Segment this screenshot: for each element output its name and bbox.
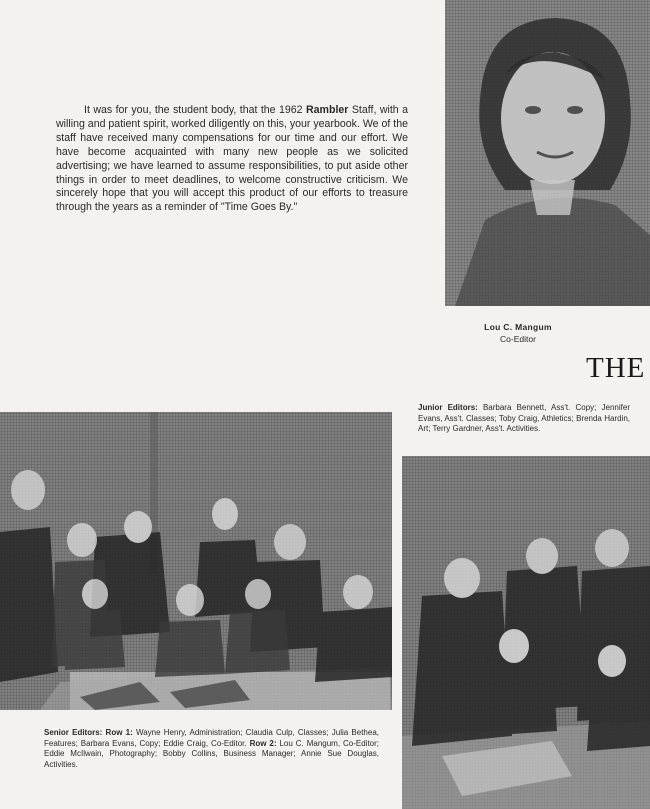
portrait-figure [445, 0, 650, 306]
junior-editors-caption [418, 403, 630, 435]
intro-lead: It was for you, the student body, that the 1962 [84, 104, 303, 116]
senior-photo-scene [0, 412, 392, 710]
section-headline: THE [586, 352, 646, 384]
senior-caption-label: Senior Editors: Row 1: [44, 728, 133, 737]
senior-caption-row2-label: Row 2: [249, 738, 277, 748]
portrait-caption-role: Co-Editor [500, 334, 536, 344]
portrait-caption-name: Lou C. Mangum [484, 322, 552, 332]
book-name: Rambler [306, 104, 349, 116]
junior-caption-text: Barbara Bennett, Ass't. Copy; Jennifer Evans, Ass't. Classes; Toby Craig, Athletics; Brenda Hardin, Art; Terry Gardner, Ass't. Activities. [418, 403, 630, 433]
senior-caption-row1: Wayne Henry, Administration; Claudia Culp, Classes; Julia Bethea, Features; Barbara Evans, Copy; Eddie Craig, Co-Editor. [44, 728, 379, 748]
co-editor-portrait-photo [445, 0, 650, 306]
senior-editors-caption [44, 728, 379, 770]
junior-editors-group-photo [402, 456, 650, 809]
intro-paragraph [56, 104, 408, 215]
intro-body: Staff, with a willing and patient spirit, worked diligently on this, your yearbook. We of the staff have received many compensations for our time and our effort. We have become acquainted with many new people as we solicited advertising; we have learned to assume responsibilities, to put aside other things in order to meet deadlines, to welcome constructive criticism. We sincerely hope that you will accept this product of our efforts to treasure through the years as a reminder of "Time Goes By." [56, 104, 408, 214]
junior-caption-label: Junior Editors: [418, 403, 478, 412]
senior-caption-row2: Lou C. Mangum, Co-Editor; Eddie McIlwain, Photography; Bobby Collins, Business Manager; Annie Sue Douglas, Activities. [44, 738, 380, 769]
senior-editors-group-photo [0, 412, 392, 710]
junior-photo-scene [402, 456, 650, 809]
